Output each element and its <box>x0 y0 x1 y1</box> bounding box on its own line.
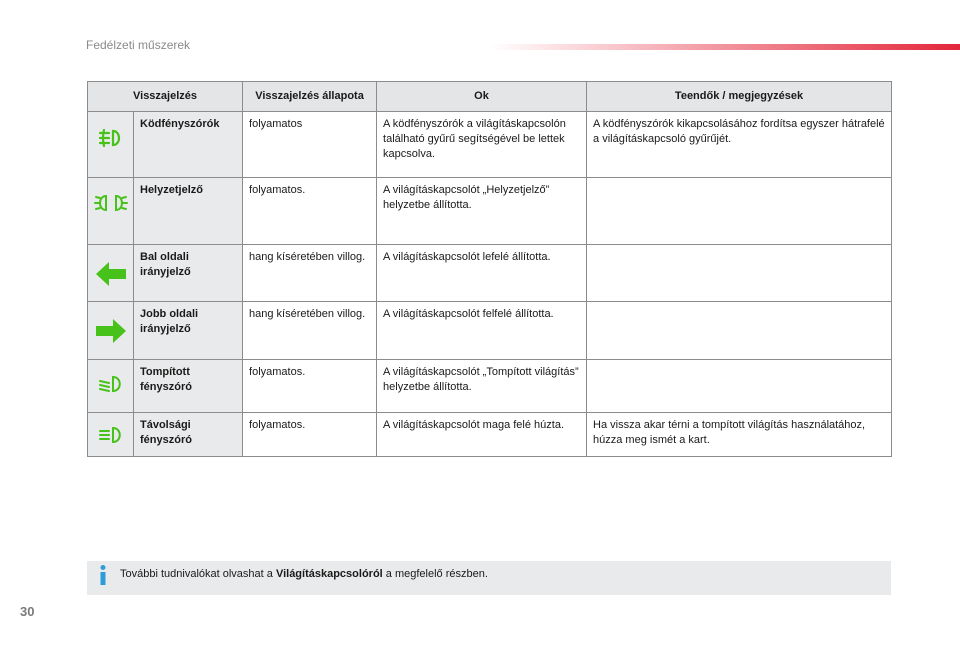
indicator-state: hang kíséretében villog. <box>243 245 377 302</box>
indicator-name: Bal oldali irányjelző <box>134 245 243 302</box>
indicator-cause: A világításkapcsolót „Tompított világítás” helyzetbe állította. <box>377 360 587 413</box>
section-title: Fedélzeti műszerek <box>86 38 191 52</box>
left-turn-arrow-icon <box>96 260 126 288</box>
indicator-cause: A ködfényszórók a világításkapcsolón található gyűrű segítségével be lettek kapcsolva. <box>377 112 587 178</box>
info-icon <box>97 564 109 586</box>
indicator-cause: A világításkapcsolót maga felé húzta. <box>377 413 587 457</box>
table-row <box>88 112 892 178</box>
column-header-cause: Ok <box>377 82 587 112</box>
indicator-name: Ködfényszórók <box>134 112 243 178</box>
column-header-indicator: Visszajelzés <box>88 82 243 112</box>
right-turn-arrow-icon <box>96 317 126 345</box>
info-text-after: a megfelelő részben. <box>382 568 488 580</box>
table-row <box>88 413 892 457</box>
table-header-row <box>88 82 892 112</box>
sidelights-icon <box>94 193 128 213</box>
dipped-beam-icon <box>98 375 124 393</box>
column-header-state: Visszajelzés állapota <box>243 82 377 112</box>
indicator-action <box>587 245 892 302</box>
indicator-state: folyamatos <box>243 112 377 178</box>
indicator-action <box>587 360 892 413</box>
info-text <box>120 567 488 582</box>
header-accent-bar <box>490 44 960 50</box>
main-beam-icon <box>98 426 124 444</box>
indicator-cause: A világításkapcsolót lefelé állította. <box>377 245 587 302</box>
info-text-link-topic: Világításkapcsolóról <box>275 568 383 580</box>
table-row <box>88 360 892 413</box>
indicator-cause: A világításkapcsolót felfelé állította. <box>377 302 587 360</box>
page-number: 30 <box>20 604 35 619</box>
indicator-state: folyamatos. <box>243 178 377 245</box>
indicator-name: Jobb oldali irányjelző <box>134 302 243 360</box>
column-header-actions: Teendők / megjegyzések <box>587 82 892 112</box>
indicator-state: folyamatos. <box>243 360 377 413</box>
indicator-state: hang kíséretében villog. <box>243 302 377 360</box>
table-row <box>88 178 892 245</box>
indicator-action <box>587 302 892 360</box>
indicator-action <box>587 178 892 245</box>
indicator-name: Tompított fényszóró <box>134 360 243 413</box>
table-row <box>88 302 892 360</box>
indicator-state: folyamatos. <box>243 413 377 457</box>
fog-light-icon <box>97 127 125 149</box>
info-text-before: További tudnivalókat olvashat a <box>120 568 276 580</box>
info-note <box>87 561 891 595</box>
indicator-cause: A világításkapcsolót „Helyzetjelző” helyzetbe állította. <box>377 178 587 245</box>
indicator-name: Távolsági fényszóró <box>134 413 243 457</box>
indicator-name: Helyzetjelző <box>134 178 243 245</box>
indicator-action: Ha vissza akar térni a tompított világítás használatához, húzza meg ismét a kart. <box>587 413 892 457</box>
table-row <box>88 245 892 302</box>
indicator-action: A ködfényszórók kikapcsolásához fordítsa egyszer hátrafelé a világításkapcsoló gyűrűjét. <box>587 112 892 178</box>
warning-lights-table <box>87 81 892 457</box>
